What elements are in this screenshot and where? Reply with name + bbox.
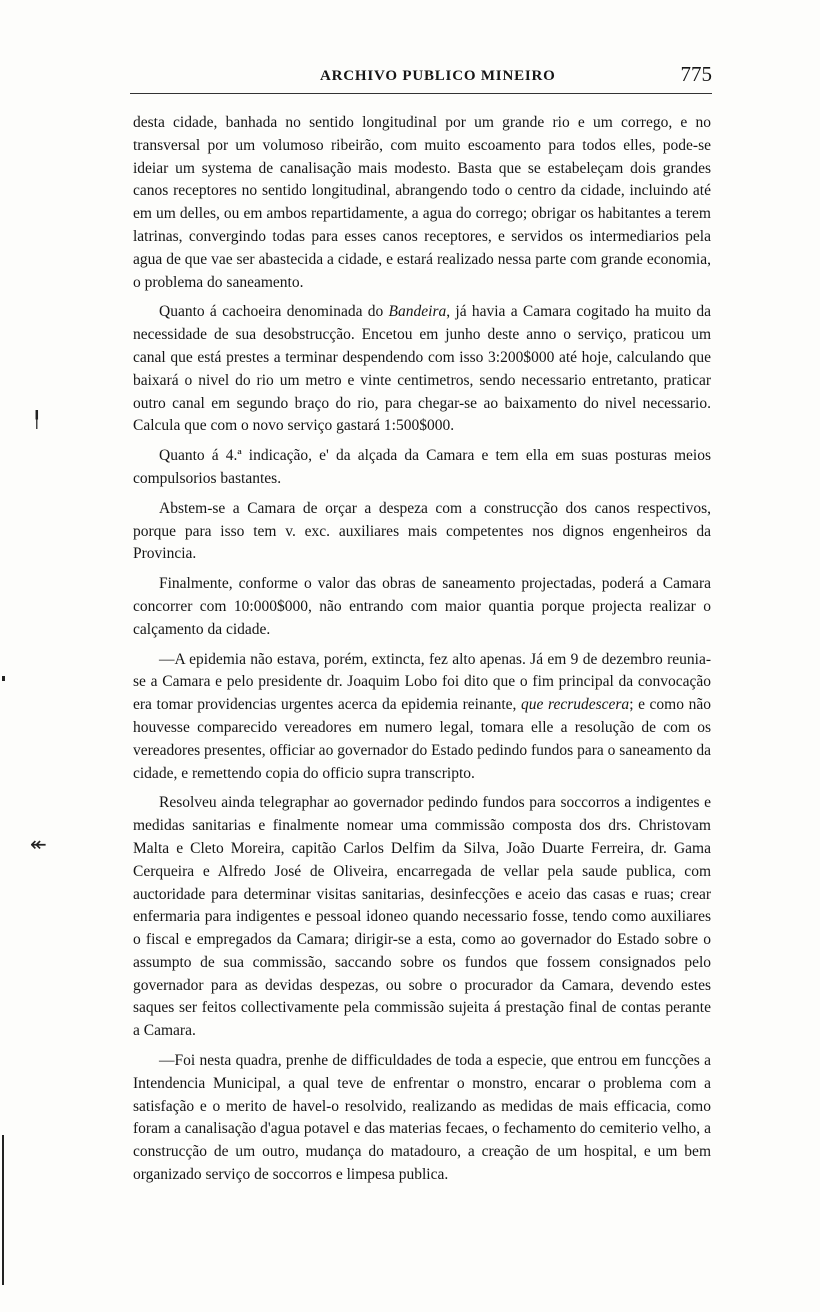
margin-tick-mark: ╿	[32, 410, 42, 429]
paragraph-2	[133, 301, 711, 438]
paragraph-4: Abstem-se a Camara de orçar a despeza com a construcção dos canos respectivos, porque para isso tem v. exc. auxiliares mais competentes nos dignos engenheiros da Provincia.	[133, 499, 711, 563]
paragraph-8: —Foi nesta quadra, prenhe de difficuldades de toda a especie, que entrou em funcções a Intendencia Municipal, a qual teve de enfrentar o monstro, encarar o problema com a satisfação e o merito de havel-o resolvido, realizando as medidas de mais efficacia, como foram a canalisação d'agua potavel e das materias fecaes, o fechamento do cemiterio velho, a construcção de um outro, mudança do matadouro, a creação de um hospital, e um bem organizado serviço de soccorros e limpesa publica.	[133, 1052, 711, 1184]
paragraph-6	[133, 649, 711, 786]
running-title: ARCHIVO PUBLICO MINEIRO	[320, 68, 556, 84]
margin-bar	[2, 1135, 4, 1285]
margin-dot	[2, 676, 5, 681]
paragraph-3: Quanto á 4.ª indicação, e' da alçada da Camara e tem ella em suas posturas meios compulsorios bastantes.	[133, 447, 711, 487]
margin-arrow-mark: ↞	[30, 832, 47, 856]
paragraph-2-italic: Bandeira	[388, 303, 447, 321]
page-header	[130, 60, 712, 92]
paragraph-6-italic: que recrudescera	[521, 696, 630, 714]
paragraph-1: desta cidade, banhada no sentido longitudinal por um grande rio e um corrego, e no transversal por um volumoso ribeirão, com muito escoamento para todos elles, pode-se ideiar um systema de canalisação mais modesto. Basta que se estabeleçam dois grandes canos receptores no sentido longitudinal, abrangendo todo o centro da cidade, incluindo até em um delles, ou em ambos repartidamente, a agua do corrego; obrigar os habitantes a terem latrinas, convergindo todas para esses canos receptores, e servidos os intermediarios pela agua de que vae ser abastecida a cidade, e estará realizado nessa parte com grande economia, o problema do saneamento.	[133, 114, 711, 291]
page-number: 775	[680, 62, 712, 86]
paragraph-6-text-cont: ; e como não houvesse comparecido vereadores em numero legal, tomara elle a resolução de com os vereadores presentes, officiar ao governador do Estado pedindo fundos para o saneamento da cidade, e remettendo copia do officio supra transcripto.	[133, 696, 711, 782]
body-text	[133, 112, 711, 1194]
paragraph-5: Finalmente, conforme o valor das obras de saneamento projectadas, poderá a Camara concorrer com 10:000$000, não entrando com maior quantia porque projecta realizar o calçamento da cidade.	[133, 575, 711, 638]
paragraph-2-text-cont: , já havia a Camara cogitado ha muito da necessidade de sua desobstrucção. Encetou em junho deste anno o serviço, praticou um canal que está prestes a terminar despendendo com isso 3:200$000 até hoje, calculando que baixará o nivel do rio um metro e vinte centimetros, sendo necessario entretanto, praticar outro canal em segundo braço do rio, para chegar-se ao baixamento do nivel necessario. Calcula que com o novo serviço gastará 1:500$000.	[133, 303, 711, 435]
paragraph-6-text: —A epidemia não estava, porém, extincta, fez alto apenas. Já em 9 de dezembro reunia-se a Camara e pelo presidente dr. Joaquim Lobo foi dito que o fim principal da convocação era tomar providencias urgentes acerca da epidemia reinante,	[133, 650, 711, 714]
header-rule	[130, 93, 712, 94]
paragraph-2-text: Quanto á cachoeira denominada do	[159, 303, 389, 321]
paragraph-7: Resolveu ainda telegraphar ao governador pedindo fundos para soccorros a indigentes e medidas sanitarias e finalmente nomear uma commissão composta dos drs. Christovam Malta e Cleto Moreira, capitão Carlos Delfim da Silva, João Duarte Ferreira, dr. Gama Cerqueira e Alfredo José de Oliveira, encarregada de vellar pela saude publica, com auctoridade para determinar visitas sanitarias, desinfecções e aceio das casas e ruas; crear enfermaria para indigentes e pessoal idoneo quando necessario fosse, tendo como auxiliares o fiscal e empregados da Camara; dirigir-se a esta, como ao governador do Estado sobre o assumpto de sua commissão, saccando sobre os fundos que fossem consignados pelo governador para as devidas despezas, ou sobre o procurador da Camara, devendo estes saques ser feitos collectivamente pela commissão sujeita á prestação final de contas perante a Camara.	[133, 794, 711, 1040]
